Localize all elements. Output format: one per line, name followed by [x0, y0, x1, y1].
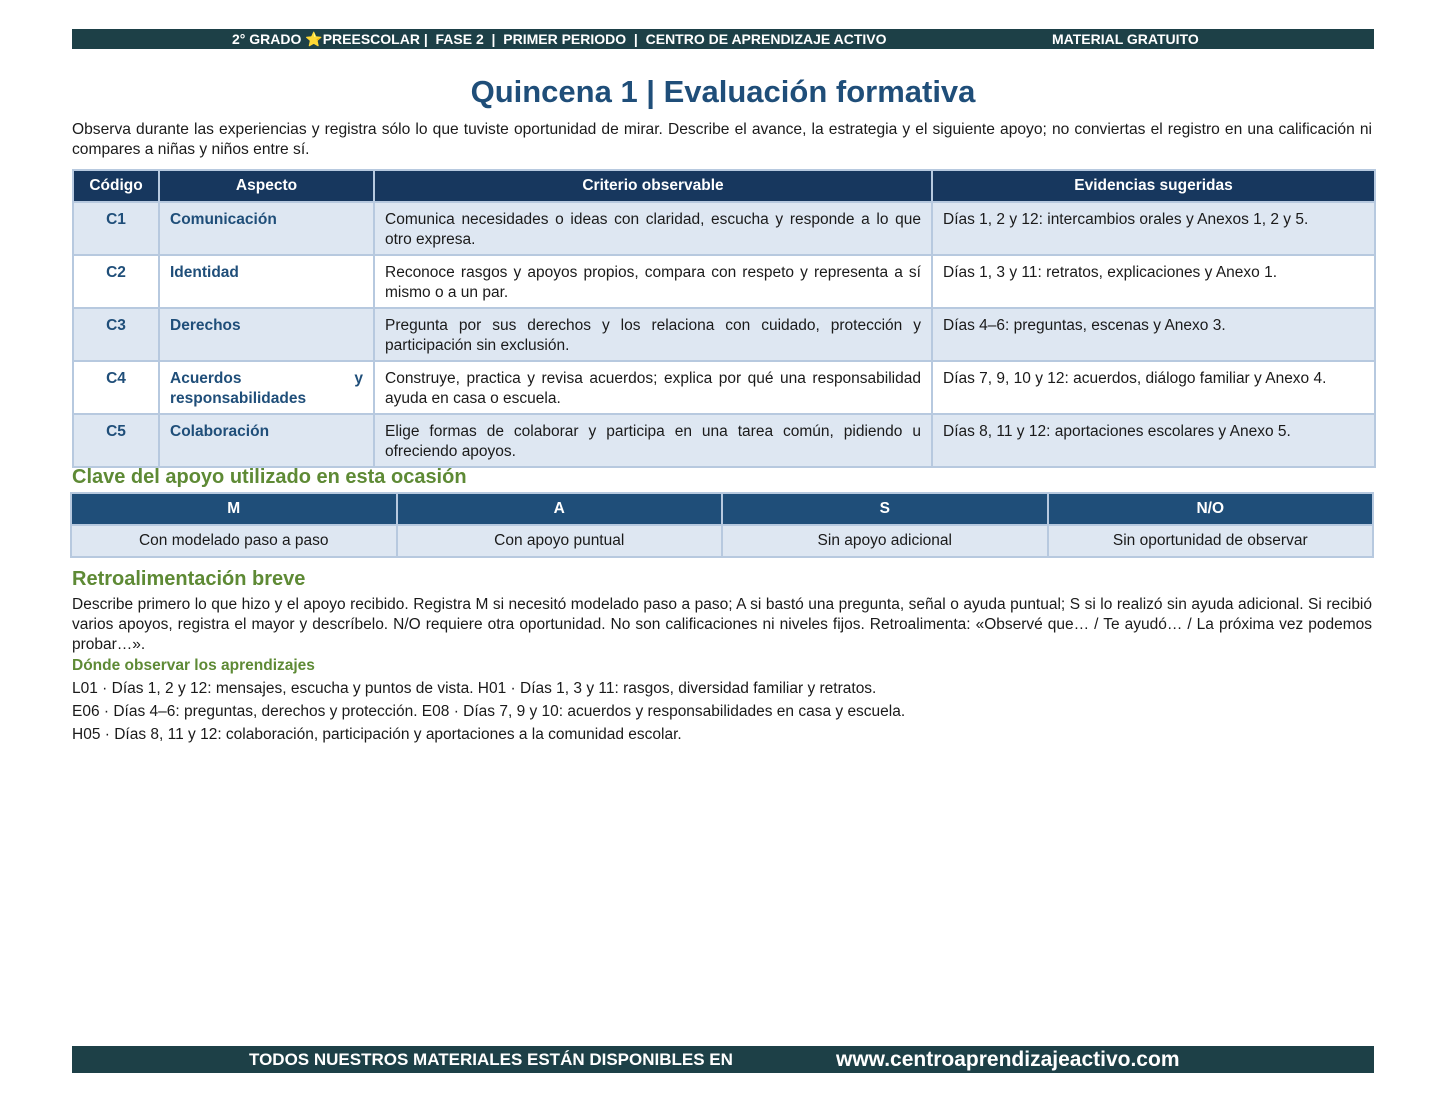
criterion-cell: Reconoce rasgos y apoyos propios, compara con respeto y representa a sí mismo o a un par.	[374, 255, 932, 308]
table-row	[73, 255, 1375, 308]
code-cell: C2	[73, 255, 159, 308]
table-row	[73, 202, 1375, 255]
key-value-s: Sin apoyo adicional	[722, 525, 1048, 557]
code-cell: C4	[73, 361, 159, 414]
key-header-no: N/O	[1048, 493, 1374, 525]
evidence-cell: Días 8, 11 y 12: aportaciones escolares y Anexo 5.	[932, 414, 1375, 467]
code-cell: C3	[73, 308, 159, 361]
criteria-header-row	[73, 170, 1375, 202]
key-header-a: A	[397, 493, 723, 525]
support-key-heading: Clave del apoyo utilizado en esta ocasión	[72, 466, 467, 488]
observation-line: E06 · Días 4–6: preguntas, derechos y protección. E08 · Días 7, 9 y 10: acuerdos y responsabilidades en casa y escuela.	[72, 703, 906, 720]
key-value-no: Sin oportunidad de observar	[1048, 525, 1374, 557]
key-value-m: Con modelado paso a paso	[71, 525, 397, 557]
column-header-aspect: Aspecto	[159, 170, 374, 202]
criterion-cell: Pregunta por sus derechos y los relaciona con cuidado, protección y participación sin exclusión.	[374, 308, 932, 361]
key-header-row	[71, 493, 1373, 525]
evidence-cell: Días 1, 3 y 11: retratos, explicaciones y Anexo 1.	[932, 255, 1375, 308]
aspect-cell: Derechos	[159, 308, 374, 361]
table-row	[73, 414, 1375, 467]
aspect-cell: Comunicación	[159, 202, 374, 255]
evidence-cell: Días 4–6: preguntas, escenas y Anexo 3.	[932, 308, 1375, 361]
footer-website-link[interactable]: www.centroaprendizajeactivo.com	[836, 1048, 1180, 1071]
criterion-cell: Construye, practica y revisa acuerdos; explica por qué una responsabilidad ayuda en casa o escuela.	[374, 361, 932, 414]
code-cell: C1	[73, 202, 159, 255]
column-header-evidence: Evidencias sugeridas	[932, 170, 1375, 202]
top-header-bar	[72, 29, 1374, 49]
evidence-cell: Días 1, 2 y 12: intercambios orales y Anexos 1, 2 y 5.	[932, 202, 1375, 255]
support-key-table	[70, 492, 1374, 558]
criterion-cell: Comunica necesidades o ideas con claridad, escucha y responde a lo que otro expresa.	[374, 202, 932, 255]
aspect-cell: Identidad	[159, 255, 374, 308]
footer-bar	[72, 1046, 1374, 1073]
table-row	[73, 308, 1375, 361]
key-header-m: M	[71, 493, 397, 525]
observation-line: L01 · Días 1, 2 y 12: mensajes, escucha y puntos de vista. H01 · Días 1, 3 y 11: rasgos, diversidad familiar y retratos.	[72, 680, 877, 697]
key-value-a: Con apoyo puntual	[397, 525, 723, 557]
evidence-cell: Días 7, 9, 10 y 12: acuerdos, diálogo familiar y Anexo 4.	[932, 361, 1375, 414]
observation-line: H05 · Días 8, 11 y 12: colaboración, participación y aportaciones a la comunidad escolar.	[72, 726, 682, 743]
footer-left-text: TODOS NUESTROS MATERIALES ESTÁN DISPONIBLES EN	[249, 1050, 733, 1069]
feedback-paragraph: Describe primero lo que hizo y el apoyo recibido. Registra M si necesitó modelado paso a paso; A si bastó una pregunta, señal o ayuda puntual; S si lo realizó sin ayuda adicional. Si recibió varios apoyos, registra el mayor y descríbelo. N/O requiere otra oportunidad. No son calificaciones ni niveles fijos. Retroalimenta: «Observé que… / Te ayudó… / La próxima vez podemos probar…».	[72, 596, 1372, 653]
column-header-criterion: Criterio observable	[374, 170, 932, 202]
column-header-code: Código	[73, 170, 159, 202]
key-value-row	[71, 525, 1373, 557]
feedback-heading: Retroalimentación breve	[72, 568, 306, 590]
header-left-text: 2° GRADO ⭐PREESCOLAR | FASE 2 | PRIMER PERIODO | CENTRO DE APRENDIZAJE ACTIVO	[232, 31, 887, 47]
key-header-s: S	[722, 493, 1048, 525]
page-title: Quincena 1 | Evaluación formativa	[470, 74, 976, 109]
header-right-text: MATERIAL GRATUITO	[1052, 31, 1199, 47]
criterion-cell: Elige formas de colaborar y participa en una tarea común, pidiendo u ofreciendo apoyos.	[374, 414, 932, 467]
intro-paragraph: Observa durante las experiencias y registra sólo lo que tuviste oportunidad de mirar. Describe el avance, la estrategia y el siguiente apoyo; no conviertas el registro en una calificación ni compares a niñas y niños entre sí.	[72, 121, 1372, 158]
code-cell: C5	[73, 414, 159, 467]
aspect-cell: Acuerdos y responsabilidades	[159, 361, 374, 414]
aspect-cell: Colaboración	[159, 414, 374, 467]
criteria-table	[72, 169, 1376, 468]
where-observe-heading: Dónde observar los aprendizajes	[72, 657, 315, 674]
table-row	[73, 361, 1375, 414]
